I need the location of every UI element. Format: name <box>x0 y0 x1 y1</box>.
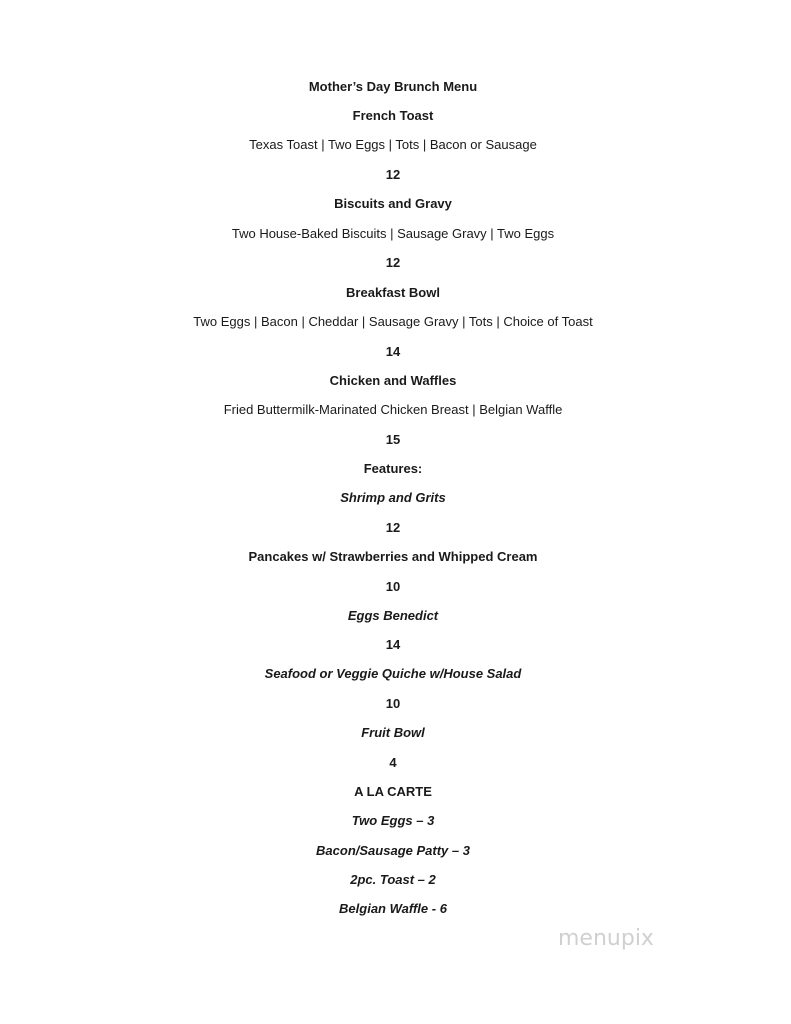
feature-price: 10 <box>385 579 401 594</box>
a-la-carte-item: Bacon/Sausage Patty – 3 <box>316 843 470 858</box>
item-price: 14 <box>385 344 401 359</box>
item-name: Chicken and Waffles <box>329 373 457 388</box>
a-la-carte-item: Two Eggs – 3 <box>351 813 435 828</box>
feature-name: Shrimp and Grits <box>340 490 446 505</box>
item-name: Breakfast Bowl <box>346 285 440 300</box>
a-la-carte-item: 2pc. Toast – 2 <box>350 872 436 887</box>
feature-price: 10 <box>385 696 401 711</box>
feature-name: Fruit Bowl <box>361 725 425 740</box>
feature-name: Seafood or Veggie Quiche w/House Salad <box>264 666 522 681</box>
menupix-watermark: menupix <box>558 926 654 951</box>
feature-name: Pancakes w/ Strawberries and Whipped Cream <box>248 549 538 564</box>
item-price: 12 <box>385 255 401 270</box>
feature-price: 12 <box>385 520 401 535</box>
a-la-carte-heading: A LA CARTE <box>354 784 432 799</box>
item-name: French Toast <box>352 108 434 123</box>
a-la-carte-item: Belgian Waffle - 6 <box>339 901 447 916</box>
feature-price: 4 <box>389 755 397 770</box>
item-description: Two House-Baked Biscuits | Sausage Gravy | Two Eggs <box>231 226 555 241</box>
item-description: Fried Buttermilk-Marinated Chicken Breast | Belgian Waffle <box>223 402 563 417</box>
item-description: Texas Toast | Two Eggs | Tots | Bacon or Sausage <box>249 137 537 152</box>
item-name: Biscuits and Gravy <box>334 196 452 211</box>
feature-name: Eggs Benedict <box>347 608 439 623</box>
menu-title: Mother’s Day Brunch Menu <box>308 79 478 94</box>
feature-price: 14 <box>385 637 401 652</box>
features-heading: Features: <box>363 461 423 476</box>
item-price: 12 <box>385 167 401 182</box>
item-description: Two Eggs | Bacon | Cheddar | Sausage Gravy | Tots | Choice of Toast <box>193 314 593 329</box>
item-price: 15 <box>385 432 401 447</box>
